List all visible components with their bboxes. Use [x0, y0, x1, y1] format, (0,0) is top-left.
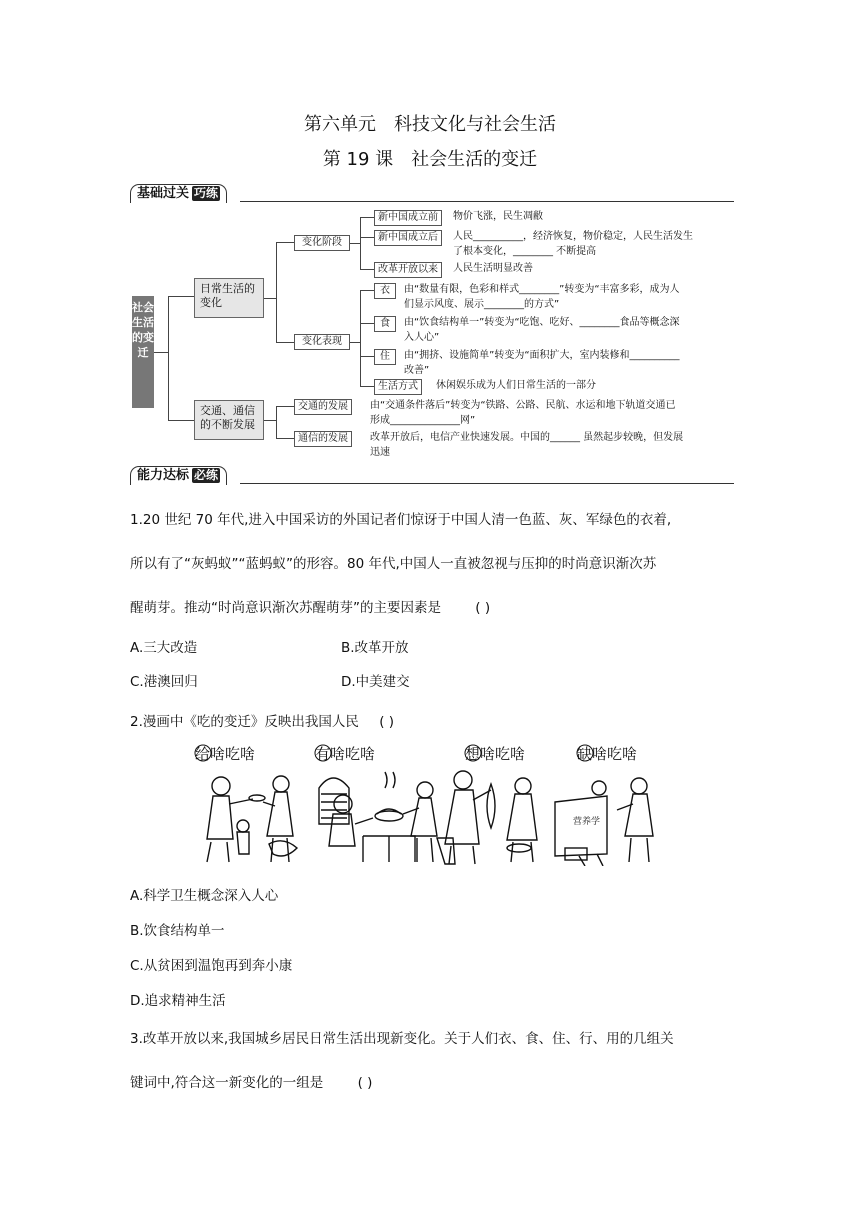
diagram-root: 社会生活的变迁	[132, 296, 154, 408]
transport-line1: 由“交通条件落后”转变为“铁路、公路、民航、水运和地下轨道交通已	[370, 400, 676, 411]
section-basic-label: 基础过关	[137, 186, 190, 201]
stage-before-1949-text: 物价飞涨，民生凋敝	[453, 211, 543, 222]
clothing-line1: 由“数量有限，色彩和样式________”转变为“丰富多彩，成为人	[404, 284, 680, 295]
housing-line1: 由“拥挤、设施简单”转变为“面积扩大，室内装修和__________	[404, 350, 680, 361]
housing-tag: 住	[374, 349, 396, 365]
section-basic-header	[130, 184, 734, 204]
food-change-cartoon	[193, 744, 663, 866]
section-ability-badge: 必练	[194, 468, 219, 482]
section-ability-header	[130, 466, 734, 486]
q1-option-d[interactable]: D.中美建交	[341, 674, 410, 690]
cartoon-panel-3-caption: 想啥吃啥	[465, 745, 526, 763]
q2-stem-line	[130, 710, 394, 730]
stage-after-1949-line2: 了根本变化，________ 不断提高	[453, 246, 597, 257]
q1-line3	[130, 596, 490, 616]
transport-tag: 交通的发展	[294, 399, 352, 415]
food-tag: 食	[374, 316, 396, 332]
food-line1: 由“饮食结构单一”转变为“吃饱、吃好、________食品等概念深	[404, 317, 680, 328]
q3-line2: 键词中,符合这一新变化的一组是	[130, 1075, 324, 1091]
stage-after-1949-tag: 新中国成立后	[374, 230, 442, 246]
q2-stem: 2.漫画中《吃的变迁》反映出我国人民	[130, 714, 359, 730]
q3-line1: 3.改革开放以来,我国城乡居民日常生活出现新变化。关于人们衣、食、住、行、用的几组关	[130, 1031, 674, 1047]
stage-after-1949-line1: 人民__________，经济恢复，物价稳定，人民生活发生	[453, 231, 693, 242]
expressions-label: 变化表现	[294, 334, 350, 350]
clothing-line2: 们显示风度、展示________的方式”	[404, 299, 560, 310]
q1-option-b[interactable]: B.改革开放	[341, 640, 409, 656]
q3-answer-paren: ( )	[357, 1075, 373, 1091]
q3-line2-wrap	[130, 1071, 372, 1091]
section-basic-badge: 巧练	[194, 186, 219, 200]
housing-line2: 改善”	[404, 365, 430, 376]
clothing-tag: 衣	[374, 283, 396, 299]
q2-option-a[interactable]: A.科学卫生概念深入人心	[130, 888, 279, 904]
communication-line1: 改革开放后，电信产业快速发展。中国的______ 虽然起步较晚，但发展	[370, 432, 684, 443]
lifestyle-tag: 生活方式	[374, 379, 422, 395]
branch-transport-communication: 交通、通信的不断发展	[194, 400, 264, 440]
branch-daily-life: 日常生活的变化	[194, 278, 264, 318]
q2-option-b[interactable]: B.饮食结构单一	[130, 923, 225, 939]
transport-line2: 形成______________网”	[370, 415, 476, 426]
q1-line1: 1.20 世纪 70 年代,进入中国采访的外国记者们惊讶于中国人清一色蓝、灰、军绿色的衣着,	[130, 512, 672, 528]
q1-line2: 所以有了“灰蚂蚁”“蓝蚂蚁”的形容。80 年代,中国人一直被忽视与压抑的时尚意识渐次苏	[130, 556, 657, 572]
q1-option-a[interactable]: A.三大改造	[130, 640, 198, 656]
lifestyle-text: 休闲娱乐成为人们日常生活的一部分	[436, 380, 596, 391]
lesson-title: 第 19 课 社会生活的变迁	[322, 149, 538, 170]
communication-tag: 通信的发展	[294, 431, 352, 447]
cartoon-panel-1-caption: 给啥吃啥	[195, 745, 256, 763]
stages-label: 变化阶段	[294, 235, 350, 251]
section-ability-label: 能力达标	[137, 468, 190, 483]
cartoon-panel-4-caption: 缺啥吃啥	[577, 745, 638, 763]
unit-title: 第六单元 科技文化与社会生活	[304, 114, 556, 135]
q1-option-c[interactable]: C.港澳回归	[130, 674, 198, 690]
stage-reform-tag: 改革开放以来	[374, 262, 442, 278]
cartoon-panel-2-caption: 有啥吃啥	[315, 745, 376, 763]
cartoon-book-label: 营养学	[573, 817, 601, 827]
food-line2: 入人心”	[404, 332, 440, 343]
cartoon-illustration	[193, 744, 663, 866]
q2-option-d[interactable]: D.追求精神生活	[130, 993, 226, 1009]
q1-answer-paren: ( )	[475, 600, 491, 616]
q2-answer-paren: ( )	[379, 714, 395, 730]
stage-reform-text: 人民生活明显改善	[453, 263, 533, 274]
communication-line2: 迅速	[370, 447, 390, 458]
stage-before-1949-tag: 新中国成立前	[374, 210, 442, 226]
q1-line3-text: 醒萌芽。推动“时尚意识渐次苏醒萌芽”的主要因素是	[130, 600, 441, 616]
q2-option-c[interactable]: C.从贫困到温饱再到奔小康	[130, 958, 293, 974]
